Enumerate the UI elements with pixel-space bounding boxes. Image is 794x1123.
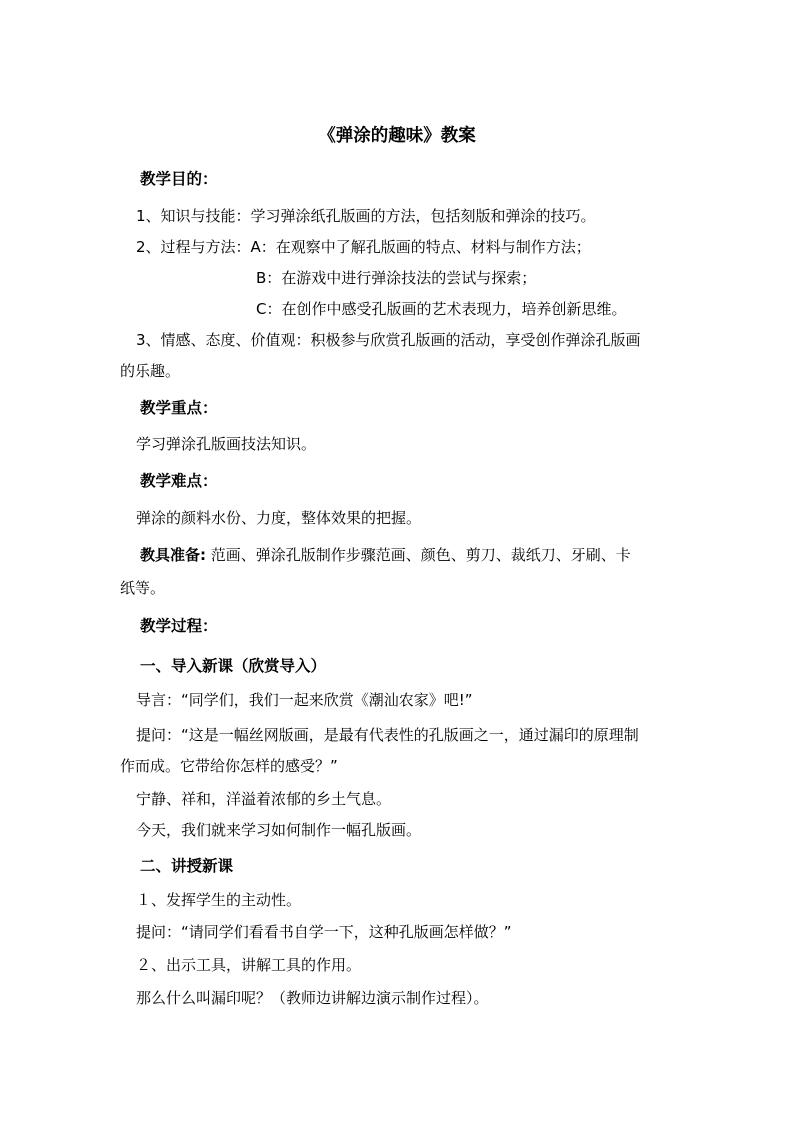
section-1-paragraph-3: 宁静、祥和，洋溢着浓郁的乡土气息。 [136, 790, 392, 808]
section-1-paragraph-2-line2: 作而成。它带给你怎样的感受？” [120, 757, 338, 775]
difficulties-heading: 教学难点： [140, 472, 218, 490]
section-1-paragraph-2-line1: 提问：“这是一幅丝网版画，是最有代表性的孔版画之一，通过漏印的原理制 [136, 726, 639, 744]
section-1-heading: 一、导入新课（欣赏导入） [140, 657, 327, 675]
objective-item-2c: C：在创作中感受孔版画的艺术表现力，培养创新思维。 [256, 300, 627, 318]
materials-label: 教具准备: [140, 546, 206, 564]
key-points-text: 学习弹涂孔版画技法知识。 [136, 435, 317, 453]
process-heading: 教学过程： [140, 617, 218, 635]
section-2-paragraph-4: 那么什么叫漏印呢？（教师边讲解边演示制作过程）。 [136, 989, 489, 1007]
key-points-heading: 教学重点： [140, 399, 218, 417]
objective-item-2a: 2、过程与方法：A：在观察中了解孔版画的特点、材料与制作方法； [136, 238, 591, 256]
materials-line-1 [140, 545, 631, 565]
document-title: 《弹涂的趣味》教案 [318, 126, 476, 146]
materials-text: 范画、弹涂孔版制作步骤范画、颜色、剪刀、裁纸刀、牙刷、卡 [206, 546, 631, 564]
section-2-paragraph-3: ２、出示工具，讲解工具的作用。 [136, 956, 362, 974]
section-2-heading: 二、讲授新课 [140, 857, 234, 875]
section-1-paragraph-1: 导言：“同学们，我们一起来欣赏《潮汕农家》吧!” [136, 691, 473, 709]
objectives-heading: 教学目的： [140, 170, 218, 188]
difficulties-text: 弹涂的颜料水份、力度，整体效果的把握。 [136, 509, 422, 527]
objective-item-1: 1、知识与技能：学习弹涂纸孔版画的方法，包括刻版和弹涂的技巧。 [136, 207, 596, 225]
section-2-paragraph-2: 提问：“请同学们看看书自学一下，这种孔版画怎样做？” [136, 923, 512, 941]
section-1-paragraph-4: 今天，我们就来学习如何制作一幅孔版画。 [136, 821, 422, 839]
objective-item-3-line2: 的乐趣。 [120, 362, 181, 380]
materials-line-2: 纸等。 [120, 579, 166, 597]
objective-item-3-line1: 3、情感、态度、价值观：积极参与欣赏孔版画的活动，享受创作弹涂孔版画 [136, 331, 641, 349]
section-2-paragraph-1: １、发挥学生的主动性。 [136, 891, 302, 909]
objective-item-2b: B：在游戏中进行弹涂技法的尝试与探索； [256, 269, 537, 287]
